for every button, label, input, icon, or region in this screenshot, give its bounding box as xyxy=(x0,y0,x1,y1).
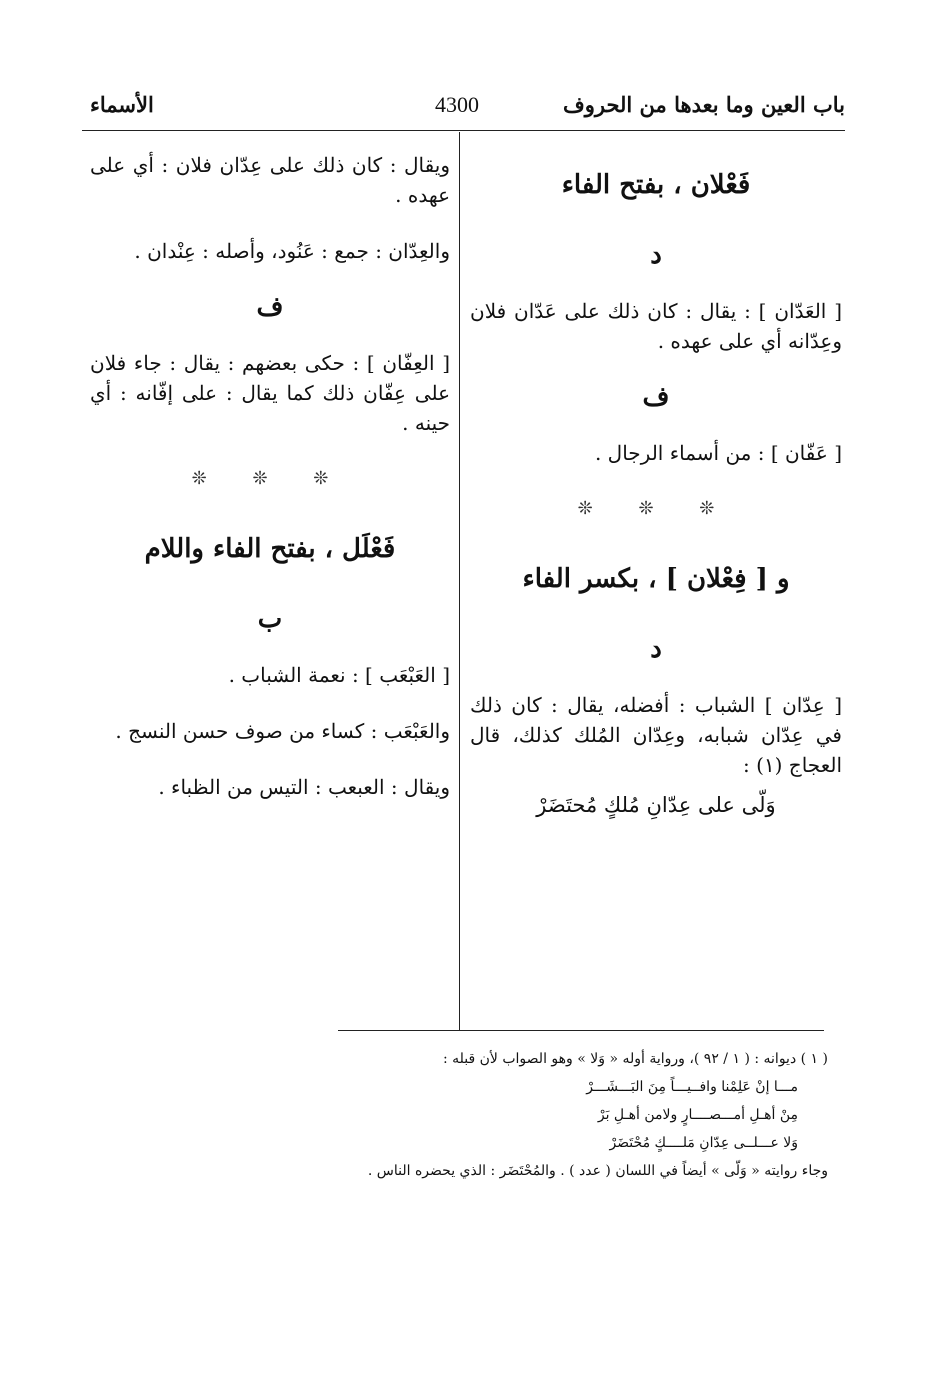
entry-yuqal: ويقال : كان ذلك على عِدّان فلان : أي على عهده . xyxy=(90,153,450,207)
poetry-verse: وَلّى على عِدّانِ مُلكٍ مُحتَضَرْ xyxy=(536,793,776,817)
separator-stars: ❊ ❊ ❊ xyxy=(191,468,349,489)
entry-affan: [ عَفّان ] : من أسماء الرجال . xyxy=(594,441,842,465)
left-column xyxy=(90,150,450,828)
entry-al-abab-goat: ويقال : العبعب : التيس من الظباء . xyxy=(158,775,450,799)
footnotes xyxy=(300,1045,828,1185)
footnote-verse-2: مِنْ أهـلِ أمـــصــــارٍ ولامن أهـلِ بَرْ xyxy=(597,1107,798,1123)
heading-falal: فَعْلَل ، بفتح الفاء واللام xyxy=(144,534,396,564)
page-header xyxy=(90,92,845,126)
header-rule xyxy=(82,130,845,131)
footnote-verse-1: مـــا إنْ عَلِمْنا وافــيـــاً مِنَ البَـــشَـــرْ xyxy=(586,1079,798,1095)
entry-al-abab: [ العَبْعَب ] : نعمة الشباب . xyxy=(228,663,450,687)
letter-fa: ف xyxy=(256,292,284,322)
column-divider xyxy=(459,132,460,1030)
footnote-verse-3: وَلا عـــلــى عِدّانِ مَلــــكٍ مُحْتَضَرْ xyxy=(609,1135,798,1151)
letter-fa: ف xyxy=(642,382,670,412)
entry-al-adan: [ العَدّان ] : يقال : كان ذلك على عَدّان فلان وعِدّانه أي على عهده . xyxy=(470,299,842,353)
separator-stars: ❊ ❊ ❊ xyxy=(577,498,735,519)
section-title: الأسماء xyxy=(90,92,154,117)
entry-al-iffan: [ العِفّان ] : حكى بعضهم : يقال : جاء فلان على عِفّان ذلك كما يقال : على إفّانه : أي حينه . xyxy=(90,351,450,435)
footnote-1: ( ١ ) ديوانه : ( ١ / ٩٢ )، ورواية أوله « وَلا » وهو الصواب لأن قبله : xyxy=(442,1051,828,1067)
heading-falan-fath: فَعْلان ، بفتح الفاء xyxy=(561,170,751,200)
entry-iddan: [ عِدّان ] الشباب : أفضله، يقال : كان ذلك في عِدّان شبابه، وعِدّان المُلك كذلك، قال العجاج (١) : xyxy=(470,693,842,777)
footnote-rule xyxy=(338,1030,824,1031)
letter-dal: د xyxy=(650,240,662,270)
entry-al-iddan-plural: والعِدّان : جمع : عَنُود، وأصله : عِنْدان . xyxy=(134,239,450,263)
right-column xyxy=(470,150,842,820)
page-number: 4300 xyxy=(435,92,479,117)
entry-al-abab-garment: والعَبْعَب : كساء من صوف حسن النسج . xyxy=(115,719,450,743)
footnote-note: وجاء روايته « وَلّى » أيضاً في اللسان ( عدد ) . والمُحْتَضَر : الذي يحضره الناس . xyxy=(367,1163,828,1179)
heading-filan-kasr: و [ فِعْلان ] ، بكسر الفاء xyxy=(522,564,790,594)
chapter-title: باب العين وما بعدها من الحروف xyxy=(562,92,845,117)
letter-dal-2: د xyxy=(650,634,662,664)
letter-ba: ب xyxy=(257,604,283,634)
